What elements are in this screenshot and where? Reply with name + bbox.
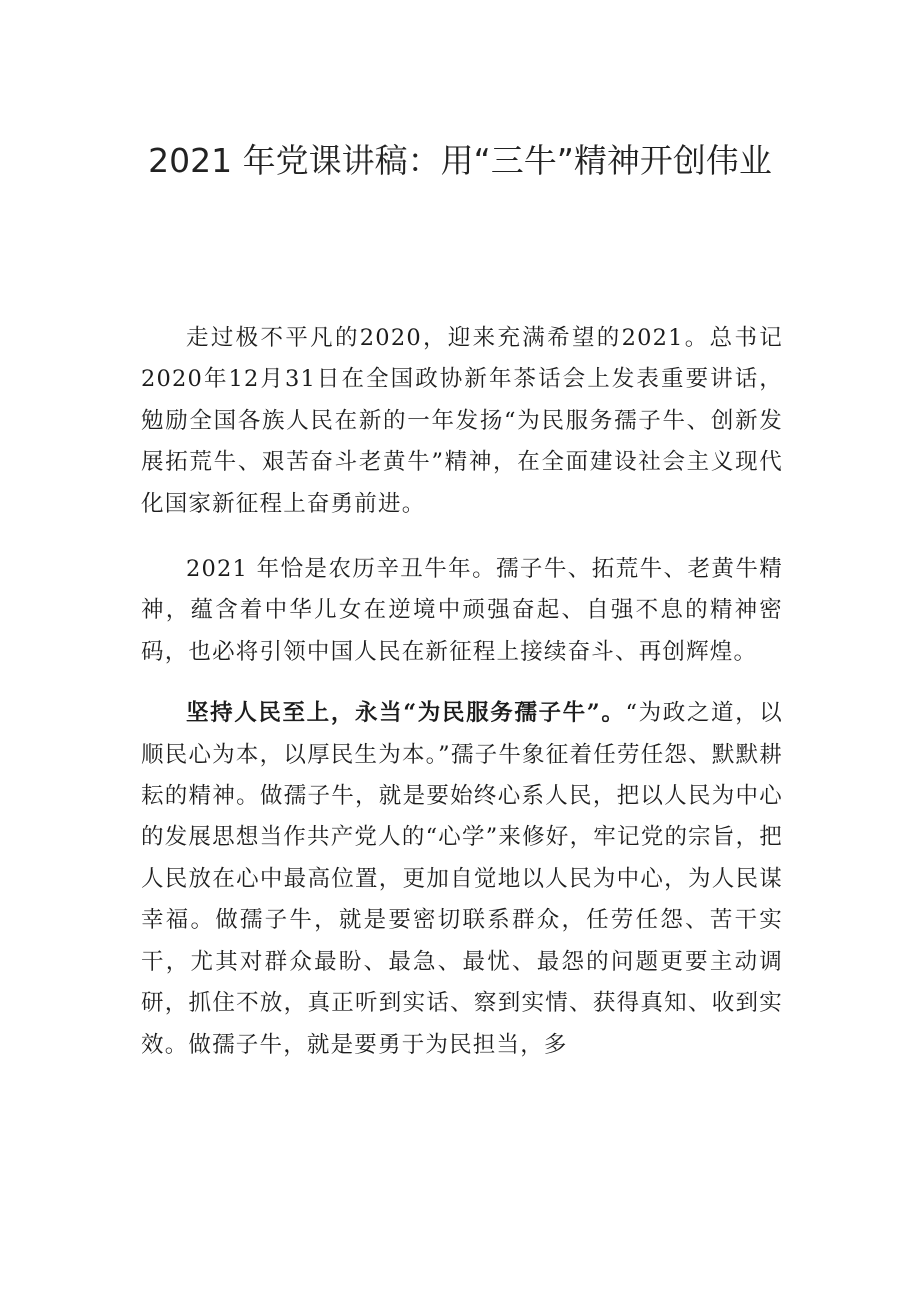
paragraph-heading: 坚持人民至上，永当“为民服务孺子牛”。 bbox=[186, 700, 626, 727]
paragraph-text: 2021 年恰是农历辛丑牛年。孺子牛、拓荒牛、老黄牛精神，蕴含着中华儿女在逆境中顽强奋起、自强不息的精神密码，也必将引领中国人民在新征程上接续奋斗、再创辉煌。 bbox=[141, 556, 783, 665]
document-body bbox=[141, 318, 783, 1086]
paragraph-text: “为政之道，以顺民心为本，以厚民生为本。”孺子牛象征着任劳任怨、默默耕耘的精神。做孺子牛，就是要始终心系人民，把以人民为中心的发展思想当作共产党人的“心学”来修好，牢记党的宗旨，把人民放在心中最高位置，更加自觉地以人民为中心，为人民谋幸福。做孺子牛，就是要密切联系群众，任劳任怨、苦干实干，尤其对群众最盼、最急、最忧、最怨的问题更要主动调研，抓住不放，真正听到实话、察到实情、获得真知、收到实效。做孺子牛，就是要勇于为民担当，多 bbox=[141, 700, 784, 1058]
paragraph-intro bbox=[141, 318, 783, 525]
document-title: 2021 年党课讲稿：用“三牛”精神开创伟业 bbox=[148, 141, 772, 180]
paragraph-people-first bbox=[141, 693, 783, 1066]
paragraph-ox-year bbox=[141, 549, 783, 673]
paragraph-text: 走过极不平凡的2020，迎来充满希望的2021。总书记2020年12月31日在全国政协新年茶话会上发表重要讲话，勉励全国各族人民在新的一年发扬“为民服务孺子牛、创新发展拓荒牛、艰苦奋斗老黄牛”精神，在全面建设社会主义现代化国家新征程上奋勇前进。 bbox=[141, 325, 783, 517]
